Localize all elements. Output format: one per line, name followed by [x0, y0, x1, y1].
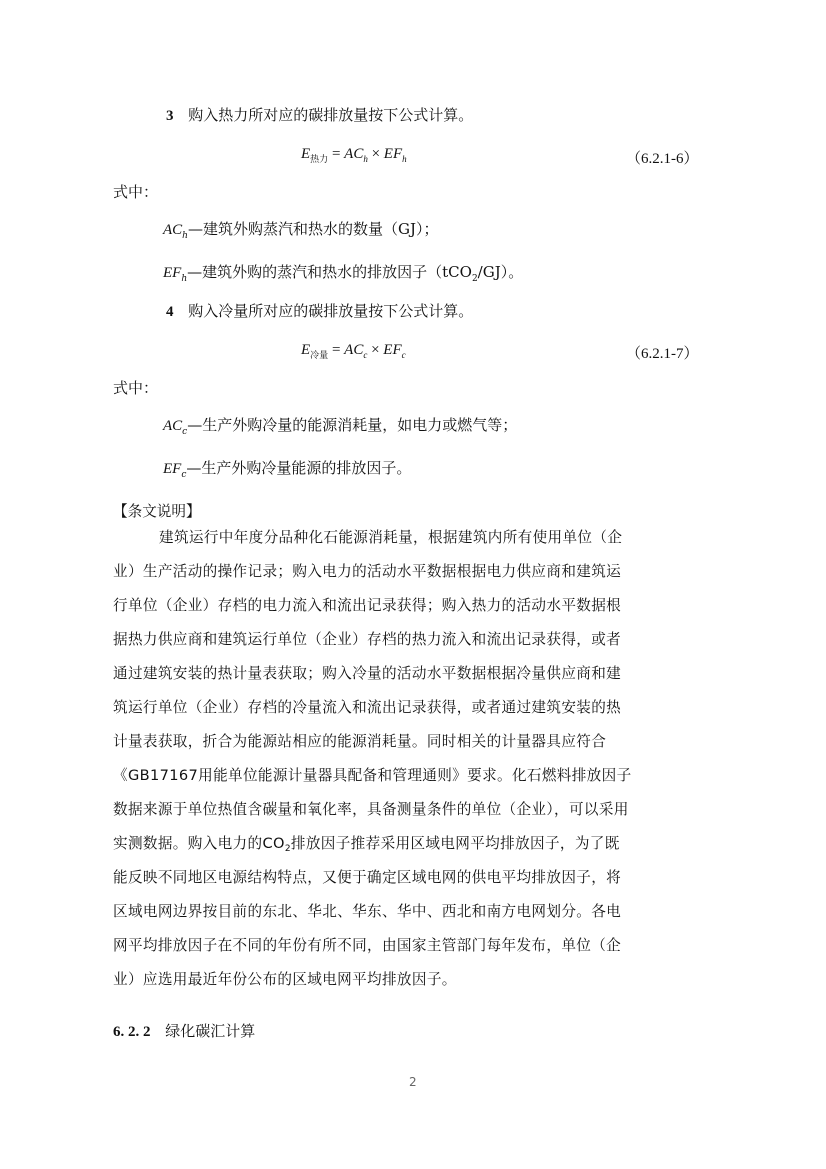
def-subscript: 2	[471, 274, 478, 284]
item-text: 购入热力所对应的碳排放量按下公式计算。	[188, 106, 474, 124]
note-line	[113, 837, 620, 852]
equation-number: （6.2.1-6）	[626, 151, 699, 167]
def-var: AC	[163, 222, 183, 238]
def-text: —生产外购冷量能源的排放因子。	[186, 459, 412, 477]
note-line: 能反映不同地区电源结构特点，又便于确定区域电网的供电平均排放因子，将	[113, 869, 622, 886]
def-text-tail: /GJ）。	[477, 263, 524, 281]
where-label: 式中：	[113, 379, 159, 397]
formula-lhs-sub: 冷量	[310, 351, 329, 361]
section-title: 绿化碳汇计算	[165, 1022, 256, 1040]
def-var: AC	[163, 418, 183, 434]
note-line: 业）应选用最近年份公布的区域电网平均排放因子。	[113, 971, 457, 988]
formula-var2-sub: h	[402, 154, 407, 164]
def-var: EF	[163, 265, 182, 281]
note-subscript: 2	[284, 844, 291, 854]
section-heading	[113, 1020, 255, 1041]
def-var-sub: c	[181, 470, 187, 480]
equation-number: （6.2.1-7）	[626, 346, 699, 362]
item-3-heading	[166, 108, 473, 124]
formula-eq: =	[328, 342, 345, 358]
note-line: 筑运行单位（企业）存档的冷量流入和流出记录获得，或者通过建筑安装的热	[113, 699, 622, 716]
note-line: 区域电网边界按目前的东北、华北、华东、华中、西北和南方电网划分。各电	[113, 903, 622, 920]
definition-line	[163, 459, 412, 480]
note-line: 据热力供应商和建筑运行单位（企业）存档的热力流入和流出记录获得，或者	[113, 631, 622, 648]
def-var: EF	[163, 461, 182, 477]
page-number: 2	[409, 1075, 417, 1089]
formula-var2: EF	[383, 146, 403, 162]
formula-cooling	[301, 342, 406, 359]
note-line: 行单位（企业）存档的电力流入和流出记录获得；购入热力的活动水平数据根	[113, 597, 622, 614]
formula-lhs: E	[301, 342, 311, 358]
note-line: 数据来源于单位热值含碳量和氧化率，具备测量条件的单位（企业），可以采用	[113, 801, 629, 818]
def-var-sub: h	[182, 231, 188, 241]
def-var-sub: h	[181, 274, 188, 284]
def-var-sub: c	[182, 427, 188, 437]
note-line: 《GB17167用能单位能源计量器具配备和管理通则》要求。化石燃料排放因子	[113, 767, 632, 784]
formula-eq: =	[328, 146, 345, 162]
definition-line	[163, 416, 518, 437]
item-number: 4	[166, 304, 174, 320]
note-line-head: 实测数据。购入电力的CO	[113, 835, 285, 852]
note-line: 网平均排放因子在不同的年份有所不同，由国家主管部门每年发布，单位（企	[113, 937, 622, 954]
item-4-heading	[166, 304, 473, 320]
formula-var1: AC	[344, 146, 364, 162]
item-number: 3	[166, 108, 174, 124]
item-text: 购入冷量所对应的碳排放量按下公式计算。	[188, 302, 474, 320]
formula-var1-sub: h	[363, 154, 368, 164]
formula-times: ×	[367, 146, 384, 162]
note-line: 建筑运行中年度分品种化石能源消耗量，根据建筑内所有使用单位（企	[159, 529, 623, 546]
section-number: 6. 2. 2	[113, 1024, 151, 1040]
formula-lhs-sub: 热力	[310, 155, 329, 165]
formula-var1: AC	[344, 342, 364, 358]
def-text: —生产外购冷量的能源消耗量，如电力或燃气等；	[187, 416, 518, 434]
formula-lhs: E	[301, 146, 311, 162]
where-label: 式中：	[113, 183, 159, 201]
formula-var2-sub: c	[401, 350, 406, 360]
note-line-tail: 排放因子推荐采用区域电网平均排放因子，为了既	[290, 835, 620, 852]
def-text: —建筑外购的蒸汽和热水的排放因子（tCO	[187, 263, 472, 281]
formula-times: ×	[367, 342, 384, 358]
def-text: —建筑外购蒸汽和热水的数量（GJ）；	[187, 220, 439, 238]
note-line: 计量表获取，折合为能源站相应的能源消耗量。同时相关的计量器具应符合	[113, 733, 607, 750]
formula-heat	[301, 146, 407, 163]
definition-line	[163, 220, 439, 241]
note-title: 【条文说明】	[113, 503, 201, 520]
definition-line	[163, 263, 524, 284]
formula-var1-sub: c	[363, 350, 368, 360]
note-line: 通过建筑安装的热计量表获取；购入冷量的活动水平数据根据冷量供应商和建	[113, 665, 622, 682]
formula-var2: EF	[383, 342, 402, 358]
note-line: 业）生产活动的操作记录；购入电力的活动水平数据根据电力供应商和建筑运	[113, 563, 622, 580]
